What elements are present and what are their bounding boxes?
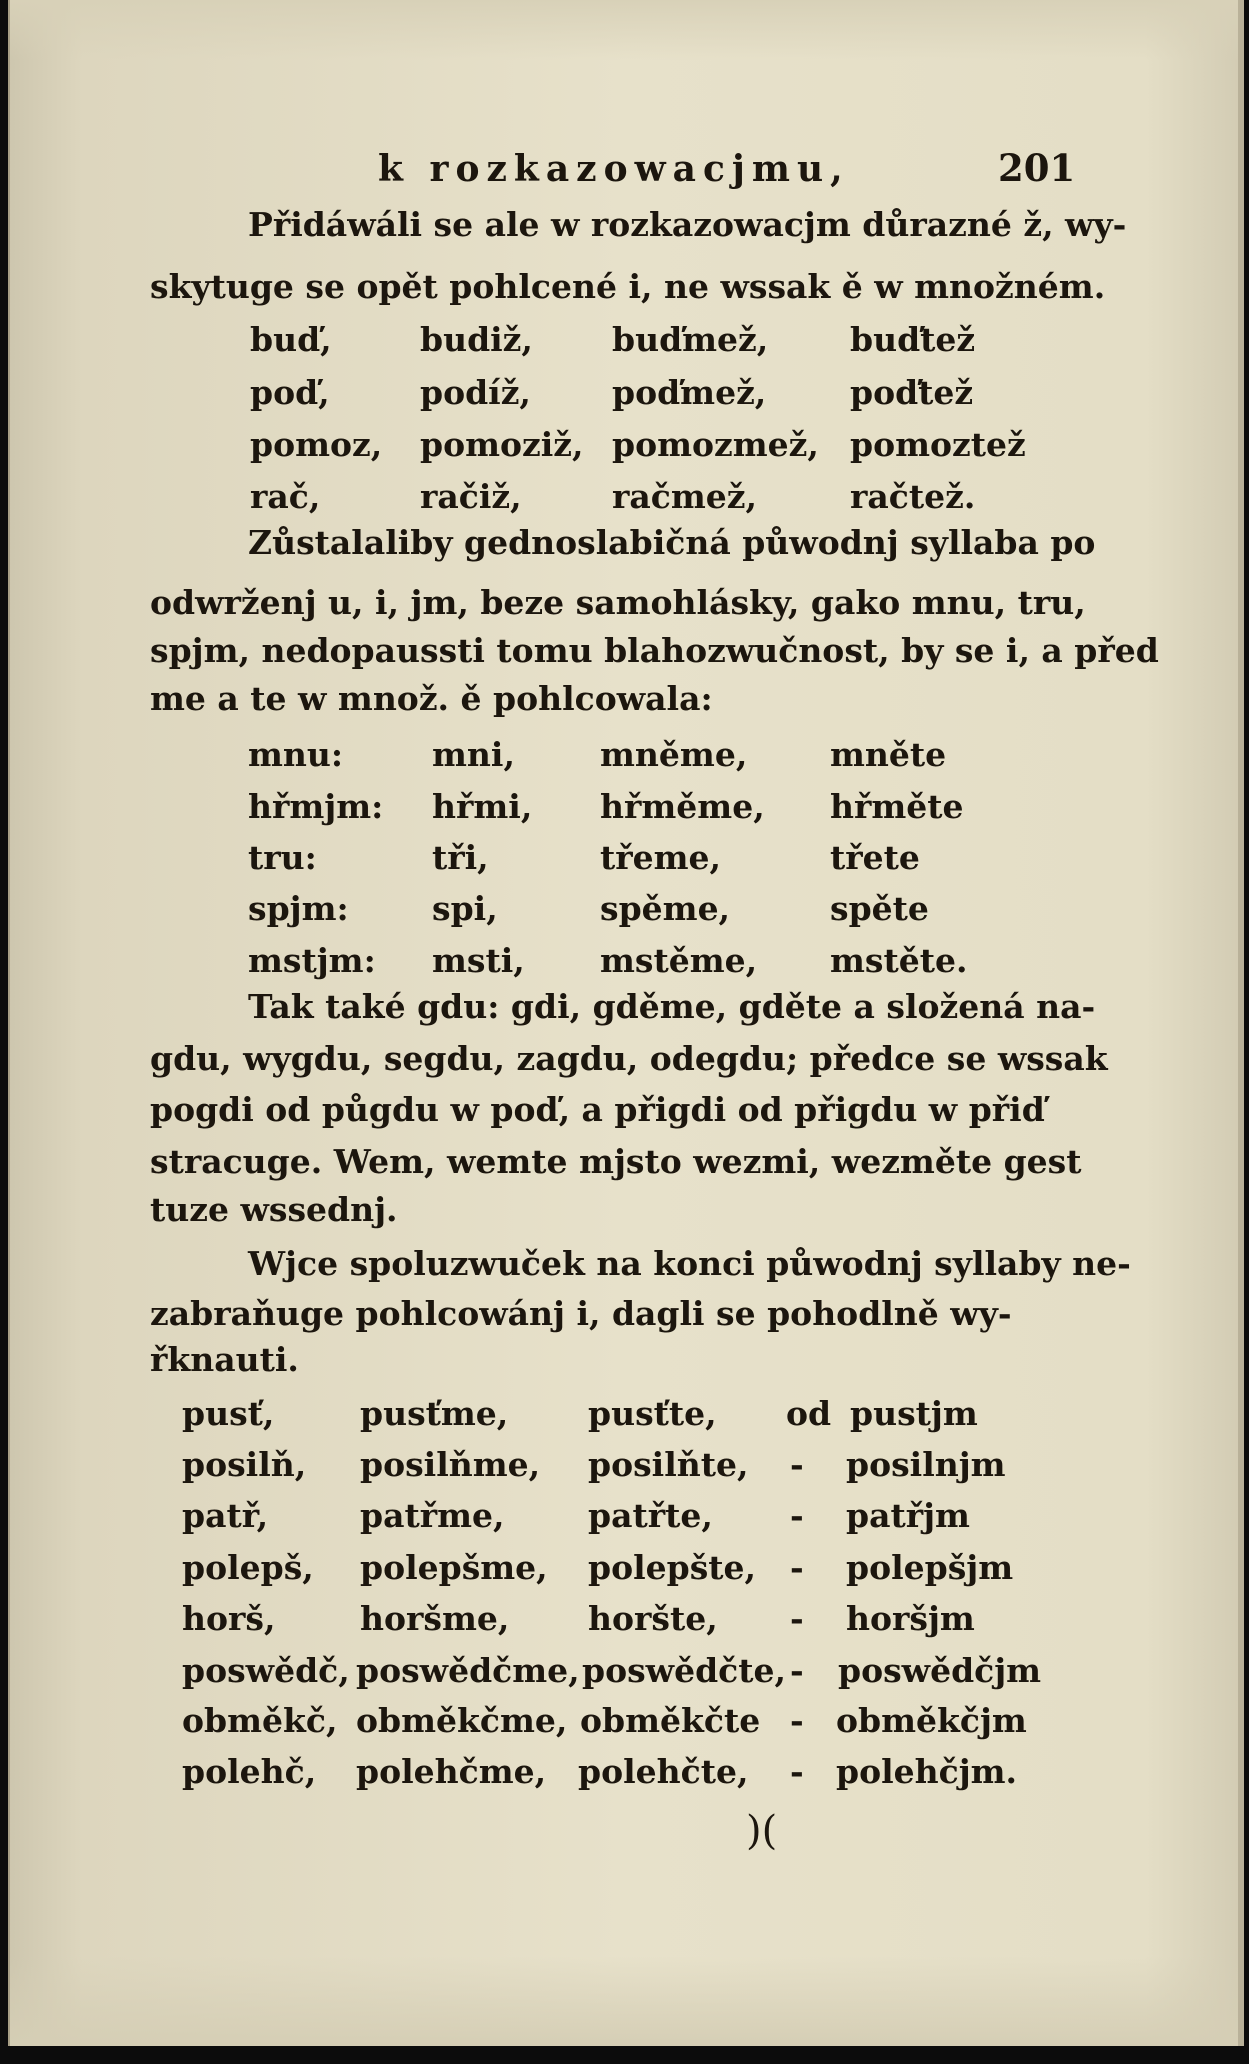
table-3-cell: - xyxy=(790,1752,804,1791)
paragraph-2-line-4: me a te w množ. ě pohlcowala: xyxy=(150,679,713,718)
table-1-cell: budiž, xyxy=(420,320,533,359)
table-3-cell: poswědčte, xyxy=(582,1651,786,1690)
table-3-cell: poswědčjm xyxy=(838,1651,1042,1690)
table-3-cell: poswědčme, xyxy=(356,1651,580,1690)
paragraph-4-line-1: Wjce spoluzwuček na konci půwodnj syllaby ne- xyxy=(248,1244,1131,1283)
table-3-cell: horšjm xyxy=(846,1599,975,1638)
paragraph-3-line-1: Tak také gdu: gdi, gděme, gděte a složená na- xyxy=(248,987,1096,1026)
paragraph-2-line-3: spjm, nedopaussti tomu blahozwučnost, by se i, a před xyxy=(150,631,1159,670)
paragraph-3-line-5: tuze wssednj. xyxy=(150,1190,398,1229)
table-3-cell: horš, xyxy=(182,1599,276,1638)
page-right-edge xyxy=(1238,0,1244,2046)
table-3-cell: - xyxy=(790,1651,804,1690)
table-1-cell: poďmež, xyxy=(612,373,767,412)
table-1-cell: buďmež, xyxy=(612,320,769,359)
table-2-cell: spjm: xyxy=(248,889,349,928)
table-2-cell: mstěte. xyxy=(830,941,968,980)
table-1-cell: poďtež xyxy=(850,373,974,412)
table-3-cell: obměkčte xyxy=(580,1701,761,1740)
table-3-cell: - xyxy=(790,1445,804,1484)
signature-mark: )( xyxy=(746,1808,778,1854)
page-bottom-shade xyxy=(8,1956,1244,2046)
table-1-cell: pomoziž, xyxy=(420,425,584,464)
table-2-cell: mni, xyxy=(432,735,515,774)
paragraph-2-line-1: Zůstalaliby gednoslabičná půwodnj syllaba po xyxy=(248,523,1096,562)
table-2-cell: třete xyxy=(830,838,920,877)
table-2-cell: třeme, xyxy=(600,838,722,877)
table-3-cell: polepš, xyxy=(182,1548,314,1587)
table-3-cell: poswědč, xyxy=(182,1651,350,1690)
table-2-cell: tři, xyxy=(432,838,489,877)
table-1-cell: račmež, xyxy=(612,477,758,516)
paragraph-3-line-2: gdu, wygdu, segdu, zagdu, odegdu; předce se wssak xyxy=(150,1039,1108,1078)
table-3-cell: od xyxy=(786,1394,832,1433)
table-1-cell: pomozmež, xyxy=(612,425,819,464)
table-1-cell: poď, xyxy=(250,373,330,412)
table-1-cell: pomoztež xyxy=(850,425,1026,464)
table-3-cell: - xyxy=(790,1701,804,1740)
table-3-cell: patřme, xyxy=(360,1496,505,1535)
table-1-cell: podíž, xyxy=(420,373,531,412)
table-2-cell: mstjm: xyxy=(248,941,376,980)
table-3-cell: horšme, xyxy=(360,1599,510,1638)
table-3-cell: polepšte, xyxy=(588,1548,756,1587)
table-1-cell: račtež. xyxy=(850,477,976,516)
table-3-cell: patřte, xyxy=(588,1496,713,1535)
table-2-cell: msti, xyxy=(432,941,525,980)
table-3-cell: pusťme, xyxy=(360,1394,509,1433)
table-2-cell: hřmi, xyxy=(432,787,533,826)
table-3-cell: posilňte, xyxy=(588,1445,749,1484)
table-3-cell: polehč, xyxy=(182,1752,317,1791)
table-3-cell: obměkč, xyxy=(182,1701,338,1740)
table-3-cell: pustjm xyxy=(850,1394,978,1433)
table-3-cell: polehčjm. xyxy=(836,1752,1018,1791)
table-2-cell: mněte xyxy=(830,735,947,774)
table-2-cell: tru: xyxy=(248,838,317,877)
table-2-cell: spěme, xyxy=(600,889,731,928)
table-1-cell: račiž, xyxy=(420,477,522,516)
table-3-cell: polepšjm xyxy=(846,1548,1014,1587)
paragraph-4-line-3: řknauti. xyxy=(150,1340,299,1379)
table-3-cell: - xyxy=(790,1599,804,1638)
paragraph-3-line-4: stracuge. Wem, wemte mjsto wezmi, wezměte gest xyxy=(150,1142,1082,1181)
running-head: k rozkazowacjmu, xyxy=(378,148,850,190)
table-3-cell: pusť, xyxy=(182,1394,275,1433)
table-1-cell: buď, xyxy=(250,320,332,359)
page-left-edge xyxy=(8,0,10,2046)
table-1-cell: pomoz, xyxy=(250,425,383,464)
table-3-cell: horšte, xyxy=(588,1599,718,1638)
table-3-cell: polehčme, xyxy=(356,1752,547,1791)
paragraph-1-line-2: skytuge se opět pohlcené i, ne wssak ě w množném. xyxy=(150,267,1106,306)
table-3-cell: obměkčme, xyxy=(356,1701,568,1740)
table-3-cell: polehčte, xyxy=(578,1752,749,1791)
table-3-cell: posilň, xyxy=(182,1445,307,1484)
table-3-cell: - xyxy=(790,1548,804,1587)
table-3-cell: patřjm xyxy=(846,1496,970,1535)
table-1-cell: buďtež xyxy=(850,320,976,359)
page-top-shade xyxy=(8,0,1244,60)
paragraph-1-line-1: Přidáwáli se ale w rozkazowacjm důrazné ž, wy- xyxy=(248,205,1127,244)
table-3-cell: polepšme, xyxy=(360,1548,548,1587)
table-3-cell: obměkčjm xyxy=(836,1701,1027,1740)
table-3-cell: posilňme, xyxy=(360,1445,541,1484)
table-3-cell: posilnjm xyxy=(846,1445,1006,1484)
table-2-cell: mněme, xyxy=(600,735,748,774)
table-2-cell: mstěme, xyxy=(600,941,758,980)
table-1-cell: rač, xyxy=(250,477,321,516)
table-2-cell: spěte xyxy=(830,889,929,928)
table-2-cell: mnu: xyxy=(248,735,344,774)
table-3-cell: pusťte, xyxy=(588,1394,717,1433)
table-2-cell: hřměte xyxy=(830,787,964,826)
table-3-cell: patř, xyxy=(182,1496,269,1535)
table-2-cell: spi, xyxy=(432,889,498,928)
paragraph-3-line-3: pogdi od půgdu w poď, a přigdi od přigdu w přiď xyxy=(150,1090,1045,1129)
table-2-cell: hřměme, xyxy=(600,787,765,826)
table-2-cell: hřmjm: xyxy=(248,787,384,826)
paragraph-2-line-2: odwrženj u, i, jm, beze samohlásky, gako mnu, tru, xyxy=(150,583,1086,622)
table-3-cell: - xyxy=(790,1496,804,1535)
paragraph-4-line-2: zabraňuge pohlcowánj i, dagli se pohodlně wy- xyxy=(150,1294,1012,1333)
page-number: 201 xyxy=(998,146,1076,190)
